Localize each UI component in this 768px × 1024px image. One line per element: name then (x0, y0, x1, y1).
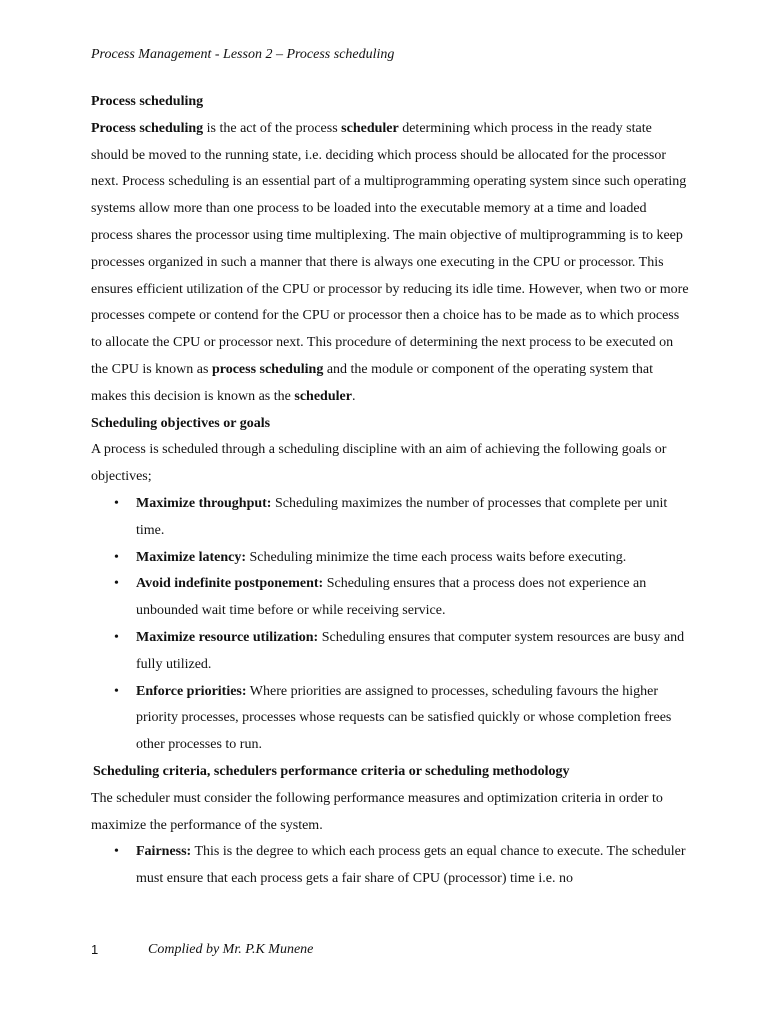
text-run: and the module or component of the operating system that makes this decision is known as the (91, 361, 654, 404)
term-scheduler-2: scheduler (294, 388, 352, 404)
list-item-label: Enforce priorities: (136, 683, 247, 699)
term-scheduler: scheduler (341, 120, 399, 136)
text-run: determining which process in the ready state should be moved to the running state, i.e. deciding which process should be allocated for the processor next. Process scheduling is an essential part of a multiprogramming operating system since such operating systems allow more than one process to be loaded into the executable memory at a time and loaded process shares the processor using time multiplexing. The main objective of multiprogramming is to keep processes organized in such a manner that there is always one executing in the CPU or processor. This ensures efficient utilization of the CPU or processor by reducing its idle time. However, when two or more processes compete or contend for the CPU or processor then a choice has to be made as to which process to allocate the CPU or processor next. This procedure of determining the next process to be executed on the CPU is known as (91, 120, 689, 377)
intro-paragraph (91, 116, 691, 411)
list-item-label: Fairness: (136, 844, 192, 860)
text-run: . (351, 388, 356, 404)
section-heading-criteria: Scheduling criteria, schedulers performance criteria or scheduling methodology (93, 763, 570, 779)
list-item-text: This is the degree to which each process gets an equal chance to execute. The scheduler must ensure that each process gets a fair share of CPU (processor) time i.e. no (136, 844, 686, 887)
page-body (91, 89, 691, 893)
list-item (136, 545, 691, 572)
objectives-intro: A process is scheduled through a scheduling discipline with an aim of achieving the following goals or objectives; (91, 442, 667, 485)
page-footer (91, 940, 314, 961)
list-item-label: Avoid indefinite postponement: (136, 576, 324, 592)
footer-author: Complied by Mr. P.K Munene (148, 942, 314, 957)
list-item (136, 625, 691, 679)
term-process-scheduling: Process scheduling (91, 120, 204, 136)
objectives-list (91, 491, 691, 759)
section-heading-objectives: Scheduling objectives or goals (91, 415, 271, 431)
list-item-text: Where priorities are assigned to processes, scheduling favours the higher priority processes, processes whose requests can be satisfied quickly or whose completion frees other processes to run. (136, 683, 672, 753)
list-item (136, 491, 691, 545)
list-item (136, 839, 691, 893)
list-item-label: Maximize latency: (136, 549, 247, 565)
list-item-text: Scheduling ensures that a process does not experience an unbounded wait time before or while receiving service. (136, 576, 647, 619)
list-item-label: Maximize resource utilization: (136, 629, 319, 645)
text-run: is the act of the process (203, 120, 342, 136)
term-process-scheduling-2: process scheduling (211, 361, 324, 377)
page-number: 1 (91, 942, 99, 957)
list-item-text: Scheduling minimize the time each process waits before executing. (246, 549, 627, 565)
criteria-intro: The scheduler must consider the following performance measures and optimization criteria in order to maximize the performance of the system. (91, 790, 663, 833)
criteria-list (91, 839, 691, 893)
list-item (136, 571, 691, 625)
list-item-text: Scheduling maximizes the number of processes that complete per unit time. (136, 495, 668, 538)
page-header: Process Management - Lesson 2 – Process scheduling (91, 47, 395, 62)
list-item (136, 679, 691, 759)
list-item-text: Scheduling ensures that computer system resources are busy and fully utilized. (136, 629, 685, 672)
section-heading-process-scheduling: Process scheduling (91, 94, 204, 109)
list-item-label: Maximize throughput: (136, 495, 272, 511)
